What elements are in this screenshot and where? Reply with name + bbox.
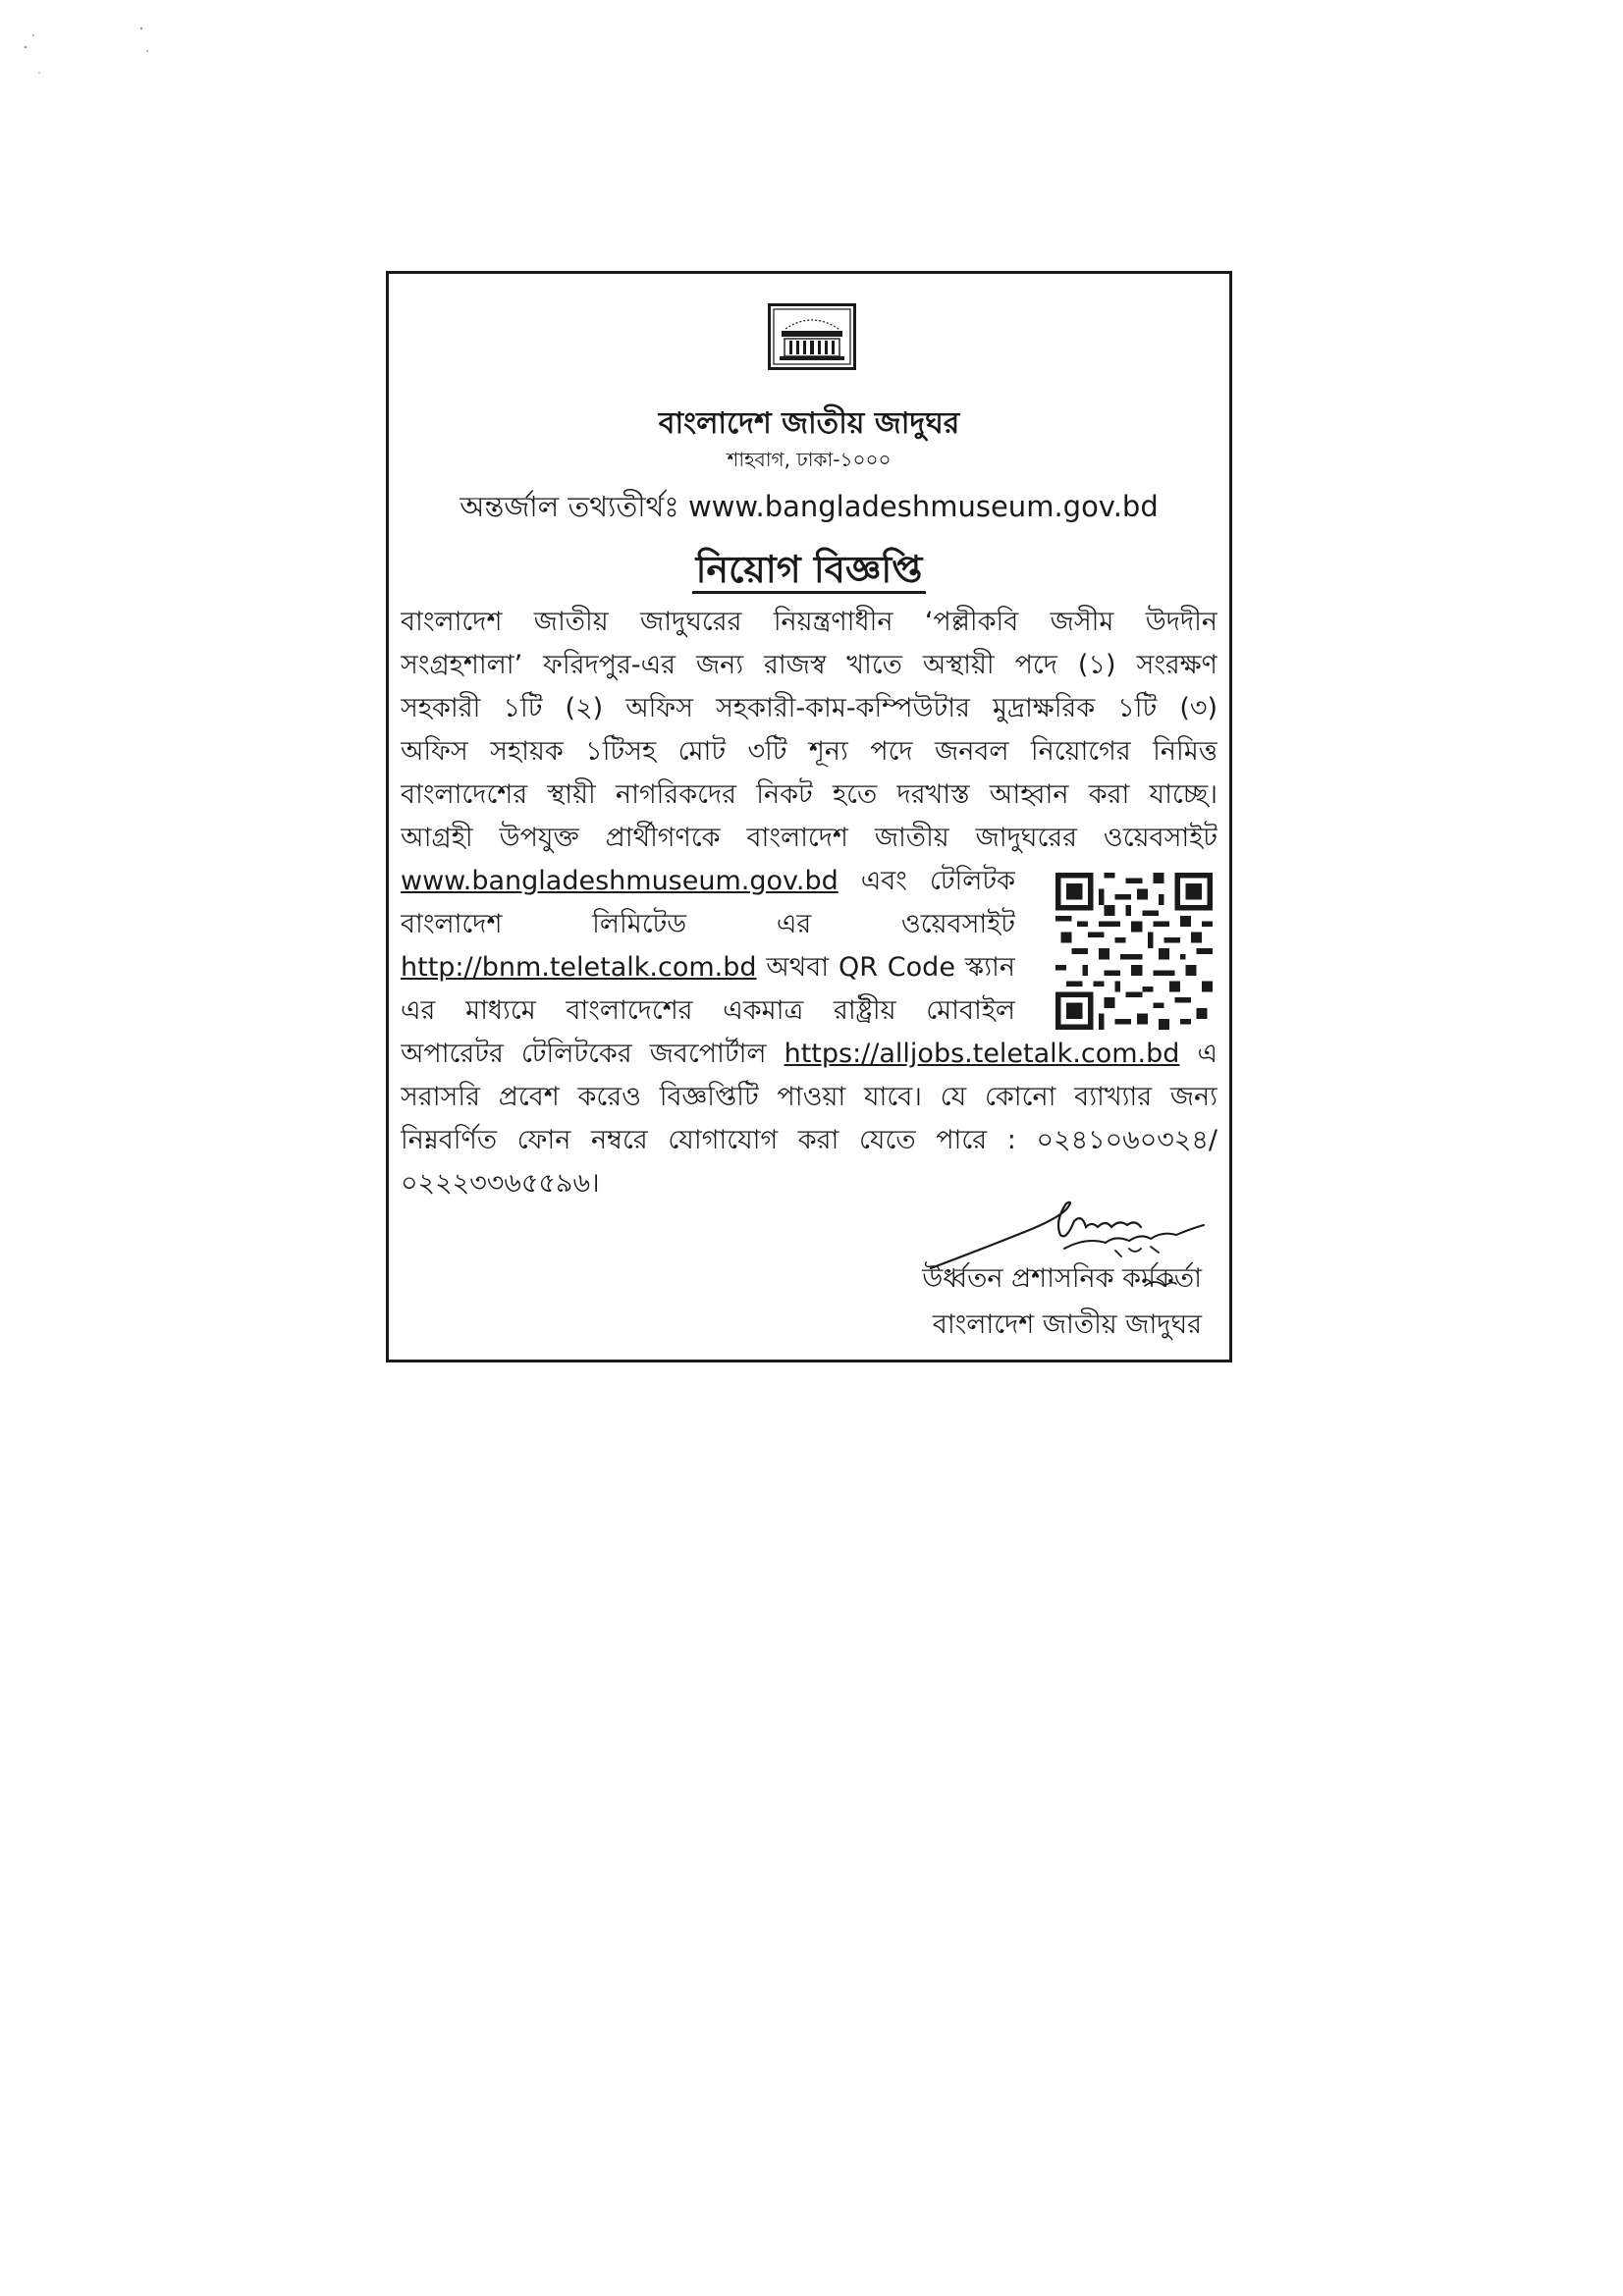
- museum-website-link[interactable]: www.bangladeshmuseum.gov.bd: [401, 866, 839, 896]
- body-text: এবং টেলিটক: [838, 866, 1015, 896]
- body-line: বাংলাদেশের স্থায়ী নাগরিকদের নিকট হতে দরখাস্ত আহ্বান করা যাচ্ছে।: [401, 779, 1217, 810]
- body-line: বাংলাদেশ লিমিটেড এর ওয়েবসাইট: [401, 909, 1015, 939]
- body-line: ০২২২৩৩৬৫৫৯৬।: [401, 1168, 600, 1199]
- website-url: www.bangladeshmuseum.gov.bd: [687, 490, 1159, 523]
- organization-name: বাংলাদেশ জাতীয় জাদুঘর: [658, 406, 960, 441]
- organization-address: শাহবাগ, ঢাকা-১০০০: [727, 448, 892, 471]
- website-label: অন্তর্জাল তথ্যতীর্থঃ: [460, 490, 688, 523]
- body-line: এর মাধ্যমে বাংলাদেশের একমাত্র রাষ্ট্রীয় মোবাইল: [401, 995, 1015, 1026]
- museum-logo-icon: [768, 303, 856, 370]
- teletalk-bnm-link[interactable]: http://bnm.teletalk.com.bd: [401, 952, 757, 983]
- body-line: [401, 946, 1015, 989]
- signatory-designation: উর্ধ্বতন প্রশাসনিক কর্মকর্তা: [922, 1263, 1202, 1294]
- body-line: [401, 860, 1015, 903]
- body-line: সহকারী ১টি (২) অফিস সহকারী-কাম-কম্পিউটার মুদ্রাক্ষরিক ১টি (৩): [401, 693, 1217, 723]
- recruitment-notice: [386, 271, 1232, 1362]
- body-line: বাংলাদেশ জাতীয় জাদুঘরের নিয়ন্ত্রণাধীন ‘পল্লীকবি জসীম উদদীন: [401, 607, 1217, 637]
- website-line: [389, 485, 1229, 533]
- notice-title-text: নিয়োগ বিজ্ঞপ্তি: [692, 547, 927, 594]
- body-text: অপারেটর টেলিটকের জবপোর্টাল: [401, 1039, 784, 1069]
- body-text: এ: [1179, 1039, 1217, 1069]
- body-line: সংগ্রহশালা’ ফরিদপুর-এর জন্য রাজস্ব খাতে অস্থায়ী পদে (১) সংরক্ষণ: [401, 650, 1217, 680]
- body-line: অফিস সহায়ক ১টিসহ মোট ৩টি শূন্য পদে জনবল নিয়োগের নিমিত্ত: [401, 736, 1217, 767]
- scan-specks: [20, 20, 157, 79]
- body-line: [401, 1033, 1217, 1076]
- body-text: অথবা QR Code স্ক্যান: [756, 952, 1015, 983]
- qr-code-icon[interactable]: [1055, 873, 1213, 1030]
- body-line: সরাসরি প্রবেশ করেও বিজ্ঞপ্তিটি পাওয়া যাবে। যে কোনো ব্যাখ্যার জন্য: [401, 1082, 1217, 1112]
- body-line: আগ্রহী উপযুক্ত প্রার্থীগণকে বাংলাদেশ জাতীয় জাদুঘরের ওয়েবসাইট: [401, 823, 1217, 853]
- signatory-organization: বাংলাদেশ জাতীয় জাদুঘর: [932, 1309, 1202, 1340]
- alljobs-link[interactable]: https://alljobs.teletalk.com.bd: [784, 1039, 1180, 1069]
- notice-title: [389, 541, 1229, 604]
- body-line: নিম্নবর্ণিত ফোন নম্বরে যোগাযোগ করা যেতে পারে : ০২৪১০৬০৩২৪/: [401, 1125, 1217, 1155]
